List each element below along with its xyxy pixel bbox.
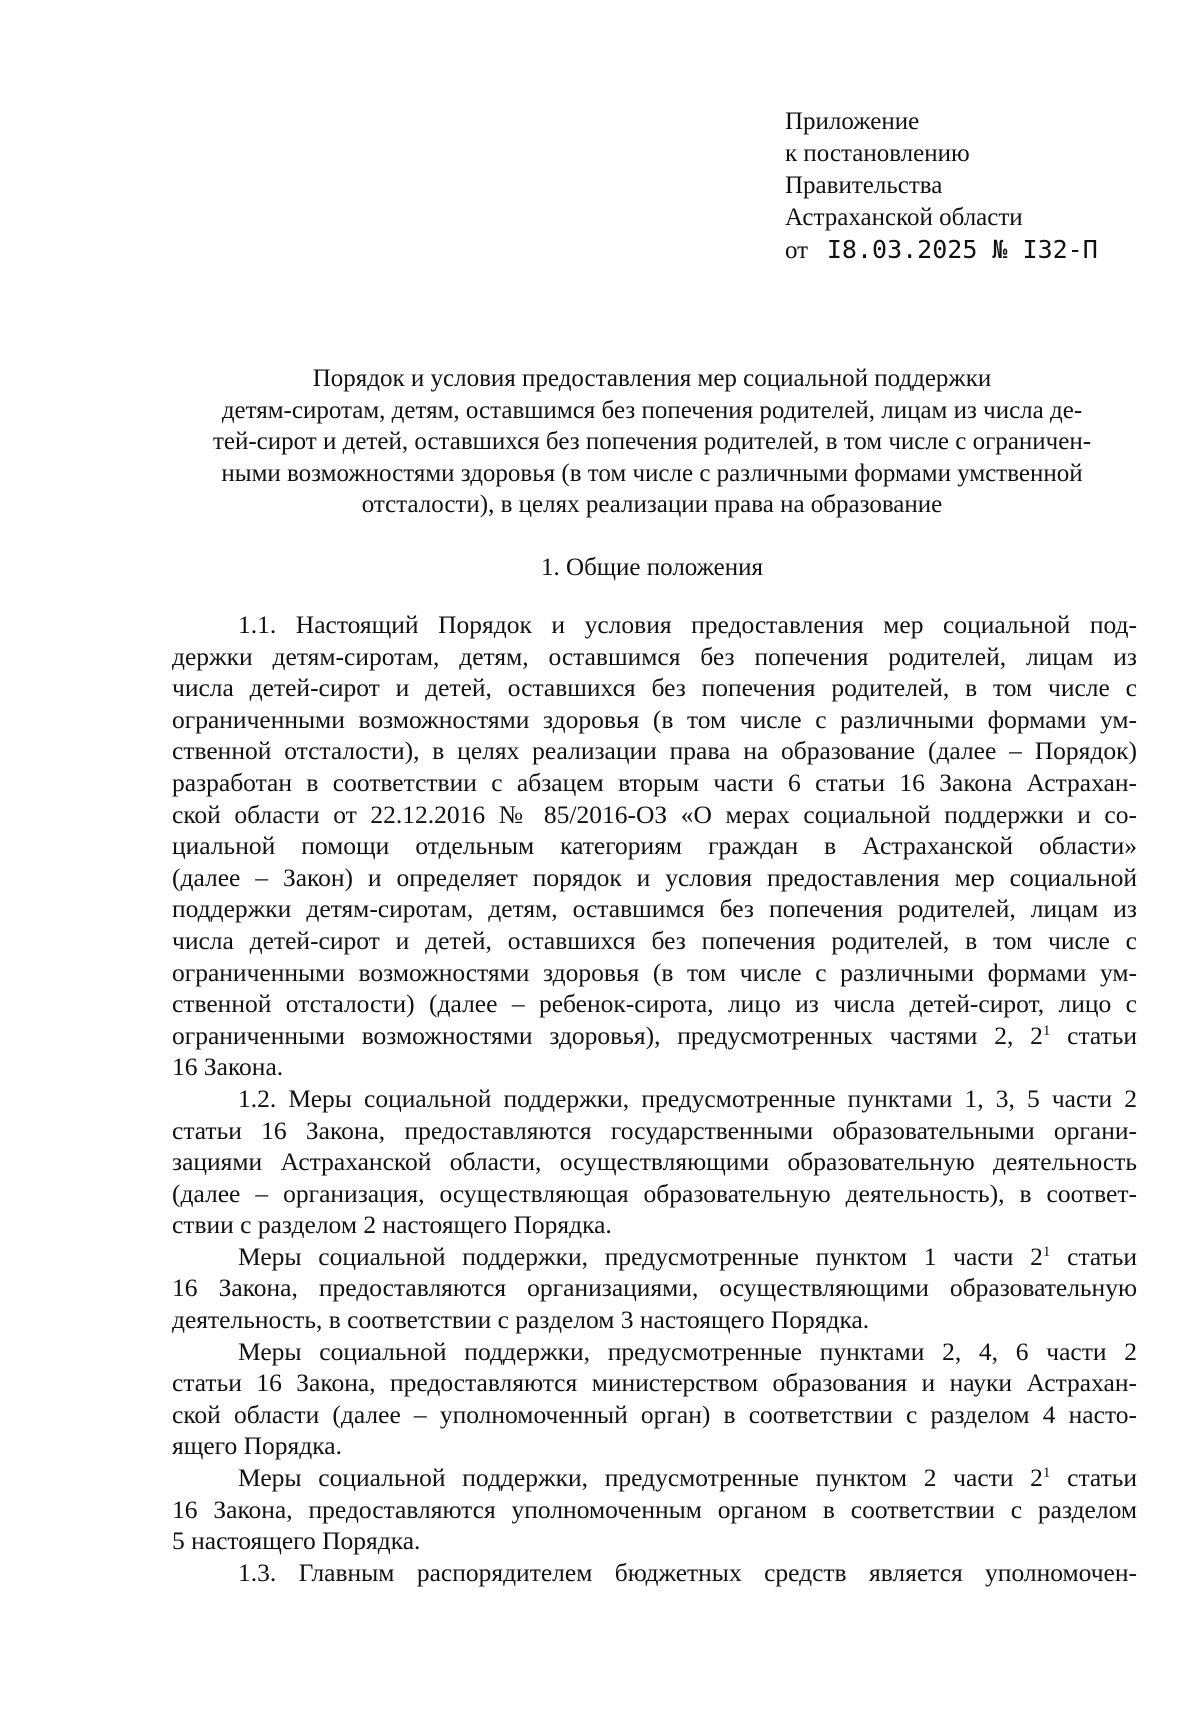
body-line: разработан в соответствии с абзацем вторым части 6 статьи 16 Закона Астрахан- (172, 767, 1137, 797)
body-line: числа детей-сирот и детей, оставшихся без попечения родителей, в том числе с (172, 673, 1137, 703)
body-line: деятельность, в соответствии с разделом 3 настоящего Порядка. (172, 1305, 870, 1335)
body-line-text: статьи (1067, 1020, 1138, 1050)
title-line: детям-сиротам, детям, оставшимся без попечения родителей, лицам из числа де- (221, 396, 1083, 424)
annex-line-2: к постановлению (785, 140, 970, 167)
body-line: 1.2. Меры социальной поддержки, предусмотренные пунктами 1, 3, 5 части 2 (238, 1083, 1137, 1113)
body-line: 16 Закона, предоставляются уполномоченным органом в соответствии с разделом (172, 1494, 1137, 1524)
annex-date-line (785, 234, 1098, 267)
title-line: отсталости), в целях реализации права на образование (361, 491, 943, 518)
body-line: ограниченными возможностями здоровья (в том числе с различными формами ум- (172, 957, 1137, 987)
section-heading: 1. Общие положения (541, 554, 763, 581)
body-line-text: статьи (1067, 1241, 1138, 1271)
superscript: 1 (1042, 1465, 1051, 1482)
annex-line-1: Приложение (785, 108, 920, 135)
body-line: ской области от 22.12.2016 № 85/2016-ОЗ «О мерах социальной поддержки и со- (172, 799, 1137, 829)
body-line: ограниченными возможностями здоровья (в том числе с различными формами ум- (172, 704, 1137, 734)
body-line-text: статьи (1067, 1463, 1138, 1493)
body-line: поддержки детям-сиротам, детям, оставшимся без попечения родителей, лицам из (172, 894, 1137, 924)
body-line: 1.1. Настоящий Порядок и условия предоставления мер социальной под- (238, 610, 1137, 639)
annex-date-prefix: от (785, 237, 809, 264)
title-line: тей-сирот и детей, оставшихся без попечения родителей, в том числе с ограничен- (212, 428, 1092, 455)
body-line: 16 Закона. (172, 1052, 284, 1082)
body-line: (далее – организация, осуществляющая образовательную деятельность), в соответ- (172, 1178, 1137, 1208)
body-line: ской области (далее – уполномоченный орган) в соответствии с разделом 4 насто- (172, 1399, 1137, 1429)
body-line: 16 Закона, предоставляются организациями, осуществляющими образовательную (172, 1273, 1137, 1303)
body-line: 1.3. Главным распорядителем бюджетных средств является уполномочен- (238, 1557, 1137, 1587)
annex-block (785, 106, 1098, 267)
document-title (172, 363, 1132, 521)
body-line-text: Меры социальной поддержки, предусмотренные пунктом 1 части 2 (238, 1241, 1043, 1271)
title-line: Порядок и условия предоставления мер социальной поддержки (312, 365, 992, 392)
body-line: (далее – Закон) и определяет порядок и условия предоставления мер социальной (172, 862, 1137, 892)
body-line-text: Меры социальной поддержки, предусмотренные пунктом 2 части 2 (238, 1463, 1043, 1493)
body-line (172, 1462, 1137, 1494)
body-line: Меры социальной поддержки, предусмотренные пунктами 2, 4, 6 части 2 (238, 1336, 1137, 1366)
body-line (172, 1020, 1137, 1052)
superscript: 1 (1042, 1022, 1051, 1039)
body-line: статьи 16 Закона, предоставляются министерством образования и науки Астрахан- (172, 1368, 1137, 1398)
title-line: ными возможностями здоровья (в том числе с различными формами умственной (221, 459, 1083, 487)
annex-line-3: Правительства (785, 172, 943, 199)
body-text (172, 609, 1137, 1588)
body-line (172, 1241, 1137, 1273)
superscript: 1 (1042, 1243, 1051, 1260)
body-line: ственной отсталости), в целях реализации права на образование (далее – Порядок) (172, 736, 1137, 766)
body-line: 5 настоящего Порядка. (172, 1526, 421, 1556)
annex-date-stamp: I8.03.2025 № I32-П (826, 235, 1098, 264)
annex-line-4: Астраханской области (785, 204, 1023, 231)
body-line: зациями Астраханской области, осуществляющими образовательную деятельность (172, 1147, 1137, 1177)
body-line: ствии с разделом 2 настоящего Порядка. (172, 1210, 612, 1240)
body-line: числа детей-сирот и детей, оставшихся без попечения родителей, в том числе с (172, 925, 1137, 955)
body-line: статьи 16 Закона, предоставляются государственными образовательными органи- (172, 1115, 1137, 1145)
body-line: ящего Порядка. (172, 1431, 342, 1461)
body-line: ственной отсталости) (далее – ребенок-сирота, лицо из числа детей-сирот, лицо с (172, 989, 1137, 1019)
body-line: циальной помощи отдельным категориям граждан в Астраханской области» (172, 831, 1137, 861)
body-line-text: ограниченными возможностями здоровья), предусмотренных частями 2, 2 (172, 1020, 1043, 1050)
body-line: держки детям-сиротам, детям, оставшимся без попечения родителей, лицам из (172, 641, 1137, 671)
